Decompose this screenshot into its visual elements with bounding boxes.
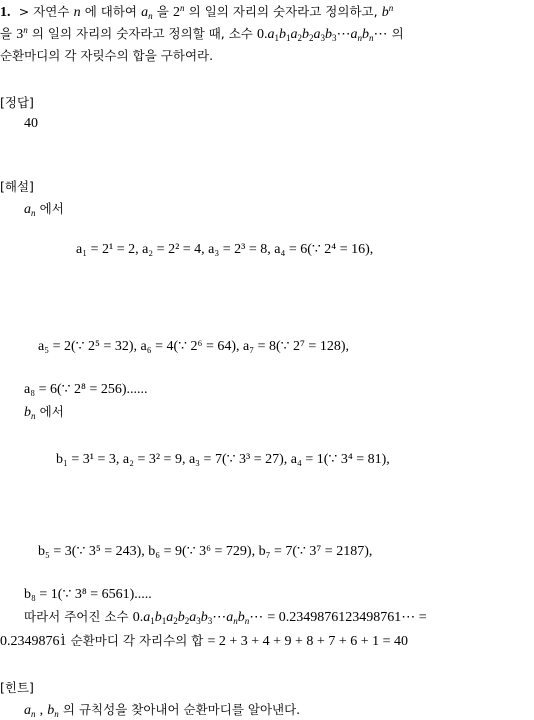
conclusion-line-2 (0, 632, 408, 651)
hint-header: [힌트] (0, 680, 34, 695)
question-line-3: 순환마디의 각 자릿수의 합을 구하여라. (0, 48, 214, 63)
question-text-f: 의 (391, 26, 404, 41)
repeating-digits: 0.2349876 (0, 634, 60, 649)
question-prefix: > 자연수 (18, 4, 70, 19)
an-heading: $a_n$ 에서 (24, 201, 64, 218)
answer-header: [정답] (0, 95, 34, 110)
question-text-e: 의 일의 자리의 숫자라고 정의할 때, 소수 (31, 26, 253, 41)
question-text-a: 에 대하여 (84, 4, 138, 19)
hint-text-line: $a_n$ , $b_n$ 의 규칙성을 찾아내어 순환마디를 알아낸다. (24, 702, 301, 719)
answer-value: 40 (24, 116, 38, 131)
hint-text: 의 규칙성을 찾아내어 순환마디를 알아낸다. (62, 702, 301, 717)
an-heading-text: 에서 (39, 201, 64, 216)
conclusion-text-a: 따라서 주어진 소수 (24, 609, 129, 624)
bn-heading: $b_n$ 에서 (24, 404, 64, 421)
question-text-b: 을 (156, 4, 169, 19)
bn-heading-text: 에서 (39, 404, 64, 419)
repeating-decimal (0, 634, 67, 649)
question-line-2: 을 3$^n$ 의 일의 자리의 숫자라고 정의할 때, 소수 $0.a_1b_1a_2b_2a_3b_3\cdots a_nb_n\cdots$ 의 (0, 25, 404, 43)
repeating-last-digit: · 1 (60, 634, 67, 649)
conclusion-value: = 0.2349876123498761⋯ = (267, 610, 427, 625)
question-line-1: 1. > 자연수 n 에 대하여 $a_n$ 을 2$^n$ 의 일의 자리의 숫자라고 정의하고, $b^n$ (0, 3, 394, 21)
conclusion-line-1: 따라서 주어진 소수 $0.a_1b_1a_2b_2a_3b_3\cdots a_nb_n\cdots$ = 0.2349876123498761⋯ = (24, 609, 427, 626)
b-sequence-line-2: b₅ = 3(∵ 3⁵ = 243), b₆ = 9(∵ 3⁶ = 729), b₇ = 7(∵ 3⁷ = 2187), (38, 544, 373, 559)
explanation-header: [해설] (0, 179, 34, 194)
a-sequence-line-1: a₁ = 2¹ = 2, a₂ = 2² = 4, a₃ = 2³ = 8, a₄ = 6(∵ 2⁴ = 16), (76, 242, 374, 257)
hint-separator: , (39, 703, 44, 718)
b-sequence-line-3: b₈ = 1(∵ 3⁸ = 6561)..... (24, 587, 152, 602)
question-text-c: 의 일의 자리의 숫자라고 정의하고, (188, 4, 378, 19)
question-number: 1. (0, 5, 11, 20)
conclusion-sum: = 2 + 3 + 4 + 9 + 8 + 7 + 6 + 1 = 40 (207, 634, 409, 649)
b-sequence-line-1: b₁ = 3¹ = 3, a₂ = 3² = 9, a₃ = 7(∵ 3³ = 27), a₄ = 1(∵ 3⁴ = 81), (56, 452, 390, 467)
question-text-d: 을 (0, 26, 13, 41)
a-sequence-line-2: a₅ = 2(∵ 2⁵ = 32), a₆ = 4(∵ 2⁶ = 64), a₇ = 8(∵ 2⁷ = 128), (38, 339, 349, 354)
a-sequence-line-3: a₈ = 6(∵ 2⁸ = 256)...... (24, 382, 148, 397)
conclusion-text-b: 순환마디 각 자리수의 합 (70, 633, 204, 648)
